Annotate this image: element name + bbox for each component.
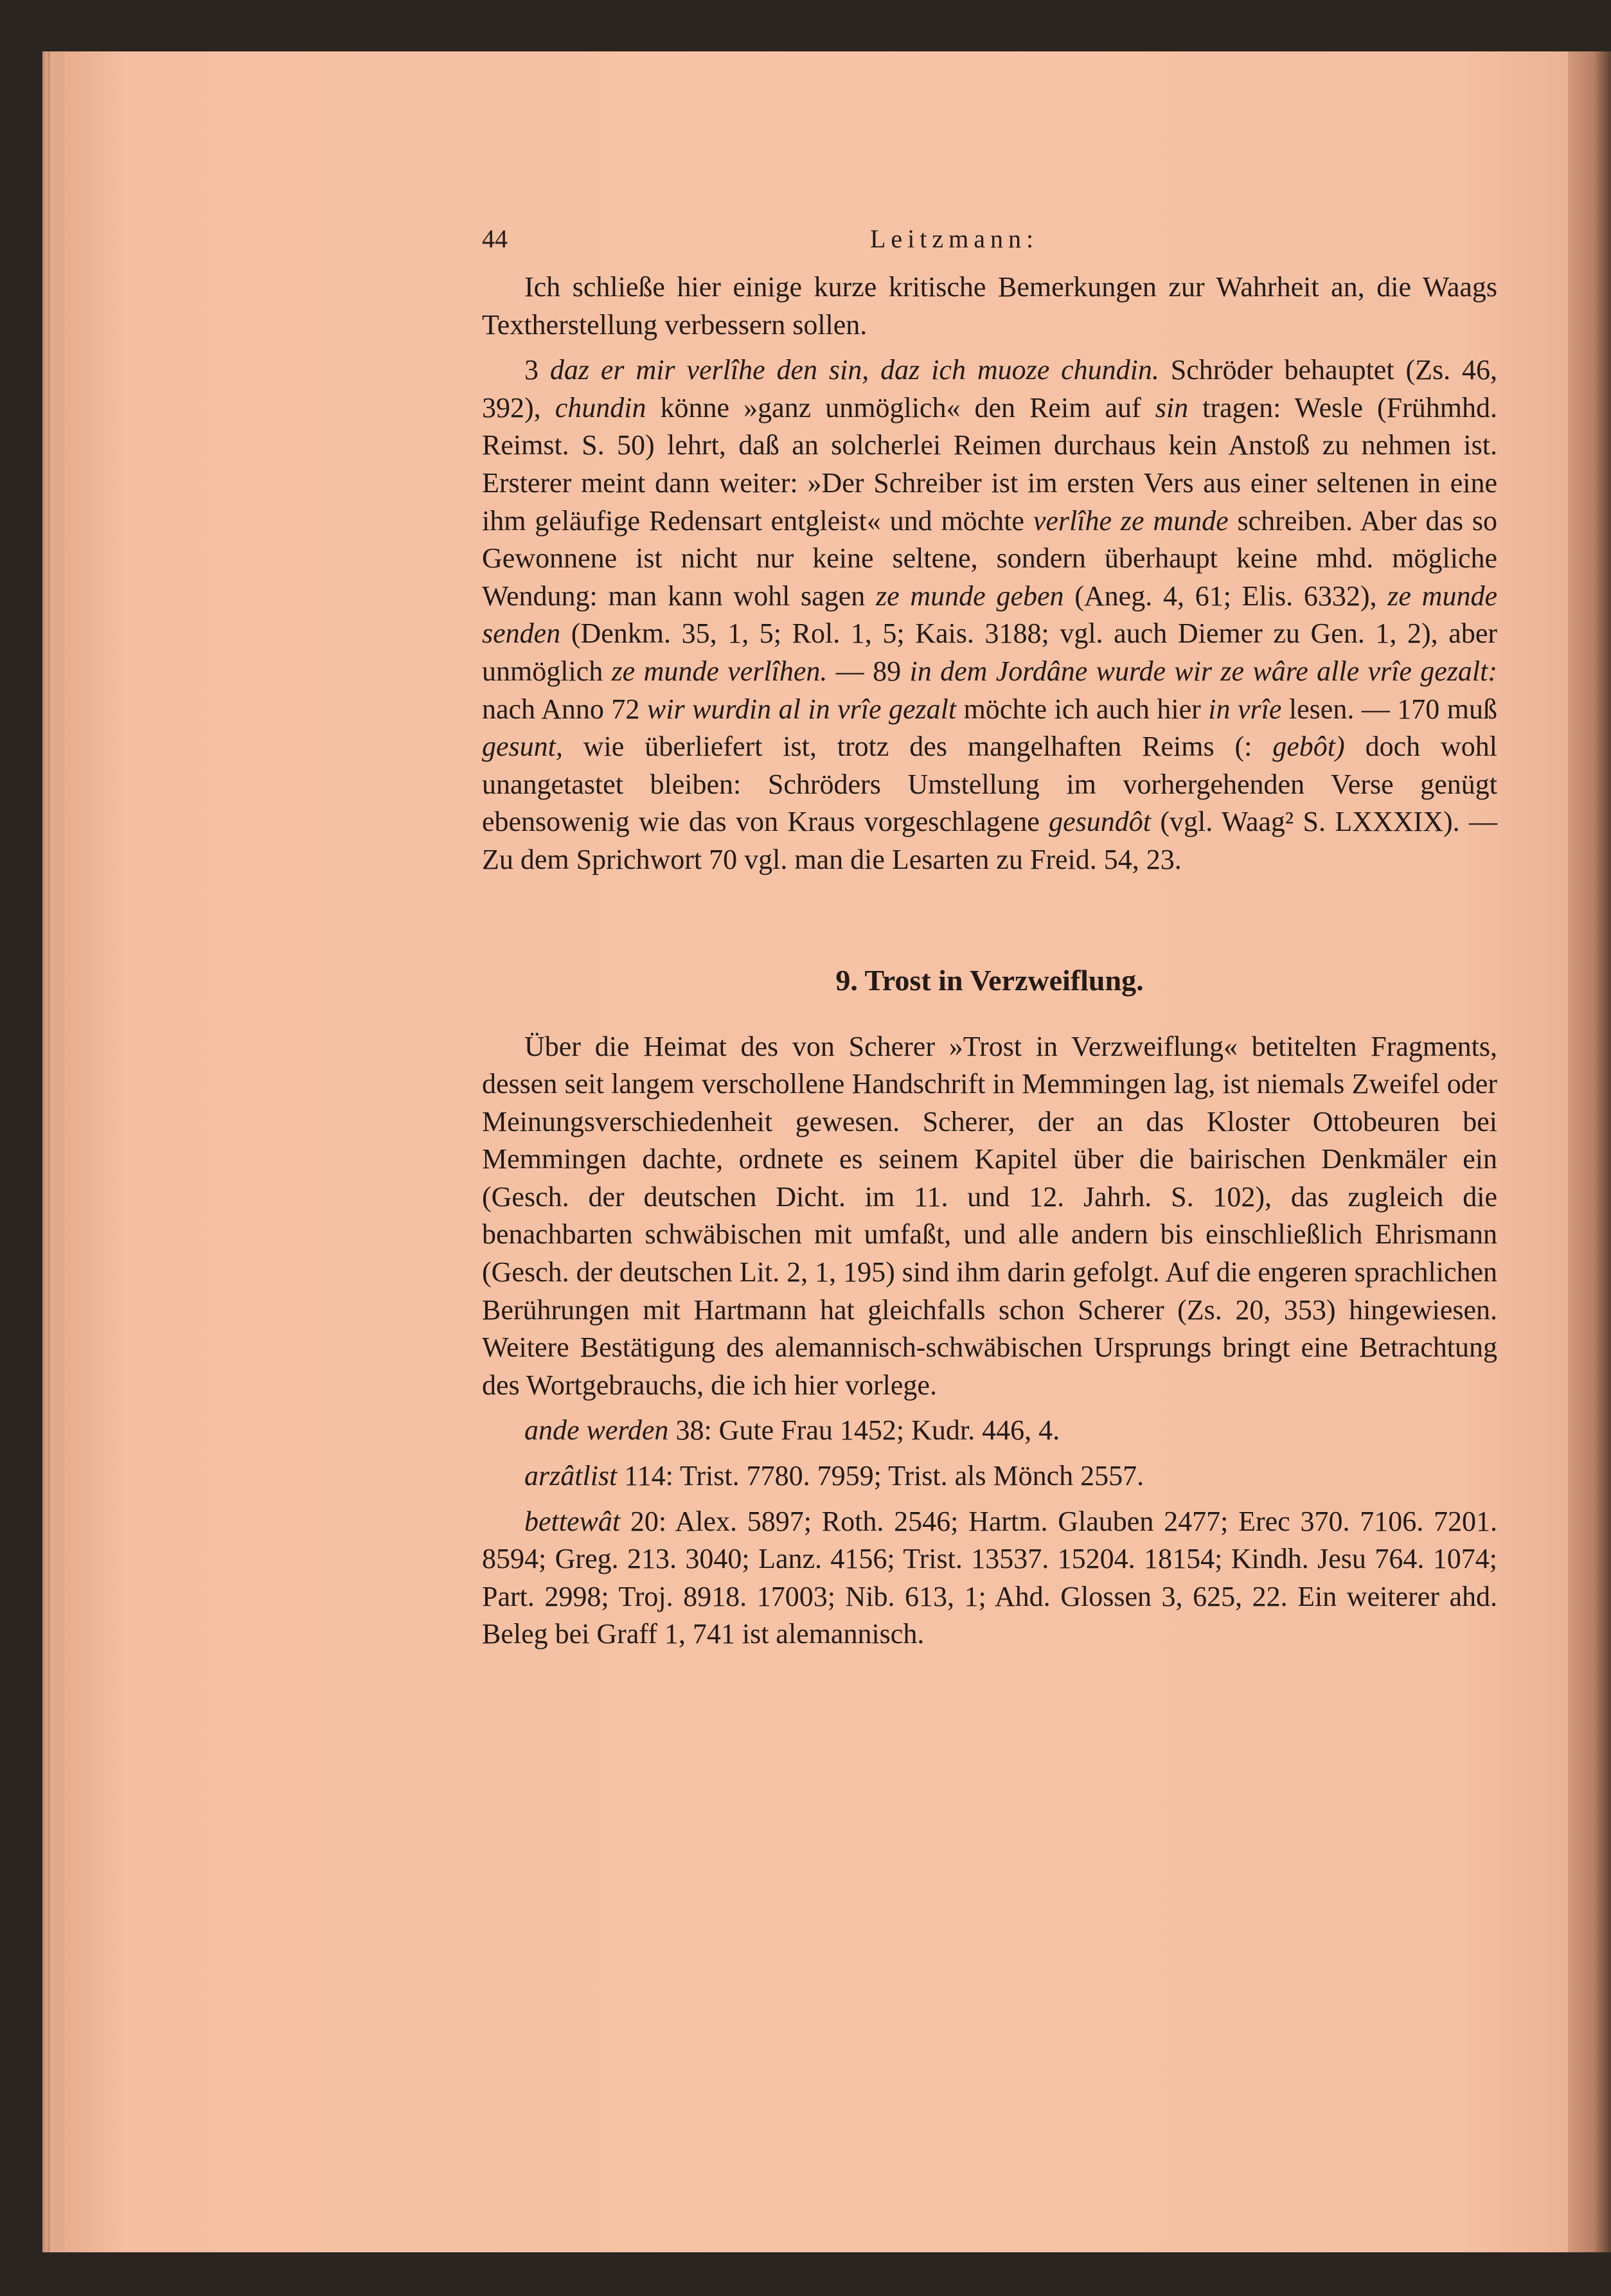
entry-word: arzâtlist — [524, 1460, 618, 1492]
italic-word: ze munde verlîhen. — [611, 655, 828, 687]
intro-paragraph: Ich schließe hier einige kurze kritische Bemerkungen zur Wahrheit an, die Waags Textherstellung verbessern sollen. — [482, 271, 1497, 341]
running-head-author: Leitzmann: — [870, 224, 1039, 253]
text-run: (Denkm. 35, 1, 5; Rol. 1, 5; Kais. 3188; vgl. auch Diemer zu Gen. 1, 2), aber unmöglich — [482, 618, 1497, 687]
section-paragraph: Über die Heimat des von Scherer »Trost in Verzweiflung« betitelten Fragments, dessen seit langem verschollene Handschrift in Memmingen lag, ist niemals Zweifel oder Meinungsverschiedenheit gewesen. Scherer, der an das Kloster Ottobeuren bei Memmingen dachte, ordnete es seinem Kapitel über die bairischen Denkmäler ein (Gesch. der deutschen Dicht. im 11. und 12. Jahrh. S. 102), das zugleich die benachbarten schwäbischen mit umfaßt, und alle andern bis einschließlich Ehrismann (Gesch. der deutschen Lit. 2, 1, 195) sind ihm darin gefolgt. Auf die engeren sprachlichen Berührungen mit Hartmann hat gleichfalls schon Scherer (Zs. 20, 353) hingewiesen. Weitere Bestätigung des alemannisch-schwäbischen Ursprungs bringt eine Betrachtung des Wortgebrauchs, die ich hier vorlege. — [482, 1030, 1497, 1401]
entry-refs: 38: Gute Frau 1452; Kudr. 446, 4. — [675, 1414, 1060, 1446]
italic-word: ze munde senden — [482, 580, 1497, 650]
entry-word: ande werden — [524, 1414, 669, 1446]
italic-word: gebôt) — [1272, 731, 1345, 763]
text-run: doch wohl unangetastet bleiben: Schröders Umstellung im vorhergehenden Verse genügt ebensowenig wie das von Kraus vorgeschlagene — [482, 731, 1497, 838]
text-column — [482, 224, 1497, 1653]
text-run: (Aneg. 4, 61; Elis. 6332), — [1074, 580, 1377, 612]
italic-word: wir wurdin al in vrîe gezalt — [646, 693, 957, 725]
text-run: — 89 — [835, 655, 902, 687]
critical-note-paragraph — [482, 352, 1497, 878]
text-run: tragen: Wesle (Frühmhd. Reimst. S. 50) lehrt, daß an solcherlei Reimen durchaus kein Anstoß zu nehmen ist. Ersterer meint dann weiter: »Der Schreiber ist im ersten Vers aus einer seltenen in eine ihm geläufige Redensart entgleist« und möchte — [482, 391, 1498, 537]
text-run: schreiben. Aber das so Gewonnene ist nicht nur keine seltene, sondern überhaupt keine mhd. mögliche Wendung: man kann wohl sagen — [482, 504, 1497, 612]
italic-word: ze munde geben — [875, 580, 1064, 612]
text-run: lesen. — 170 muß — [1288, 693, 1498, 725]
entry-refs: 20: Alex. 5897; Roth. 2546; Hartm. Glauben 2477; Erec 370. 7106. 7201. 8594; Greg. 213. 3040; Lanz. 4156; Trist. 13537. 15204. 18154; Kindh. Jesu 764. 1074; Part. 2998; Troj. 8918. 17003; Nib. 613, 1; Ahd. Glossen 3, 625, 22. Ein weiterer ahd. Beleg bei Graff 1, 741 ist alemannisch. — [482, 1505, 1498, 1650]
entry-bettewat — [482, 1503, 1497, 1653]
text-run: Schröder behauptet (Zs. 46, 392), — [482, 354, 1497, 423]
italic-word: gesunt, — [482, 731, 563, 763]
entry-word: bettewât — [524, 1505, 621, 1537]
entry-arzatlist — [482, 1457, 1497, 1495]
page-number: 44 — [482, 224, 508, 253]
text-run: wie überliefert ist, trotz des mangelhaften Reims (: — [583, 731, 1252, 763]
italic-word: gesundôt — [1049, 806, 1152, 838]
italic-word: sin — [1155, 391, 1189, 423]
quote-verse-3: daz er mir verlîhe den sin, daz ich muoze chundin. — [549, 354, 1159, 386]
running-head — [482, 224, 1497, 269]
text-run: könne »ganz unmöglich« den Reim auf — [660, 391, 1141, 423]
quote-verse-89: in dem Jordâne wurde wir ze wâre alle vrîe gezalt: — [909, 655, 1497, 687]
italic-word: verlîhe ze munde — [1033, 504, 1229, 537]
text-run: nach Anno 72 — [482, 693, 640, 725]
entry-ande-werden — [482, 1412, 1497, 1450]
italic-word: in vrîe — [1208, 693, 1282, 725]
verse-number: 3 — [524, 354, 538, 386]
text-run: (vgl. Waag² S. LXXXIX). — Zu dem Sprichwort 70 vgl. man die Lesarten zu Freid. 54, 23. — [482, 806, 1498, 875]
entry-refs: 114: Trist. 7780. 7959; Trist. als Mönch 2557. — [624, 1460, 1144, 1492]
facing-page-edge — [1568, 51, 1611, 2252]
text-run: möchte ich auch hier — [963, 693, 1201, 725]
italic-word: chundin — [555, 391, 646, 423]
section-heading: 9. Trost in Verzweiflung. — [835, 963, 1144, 997]
